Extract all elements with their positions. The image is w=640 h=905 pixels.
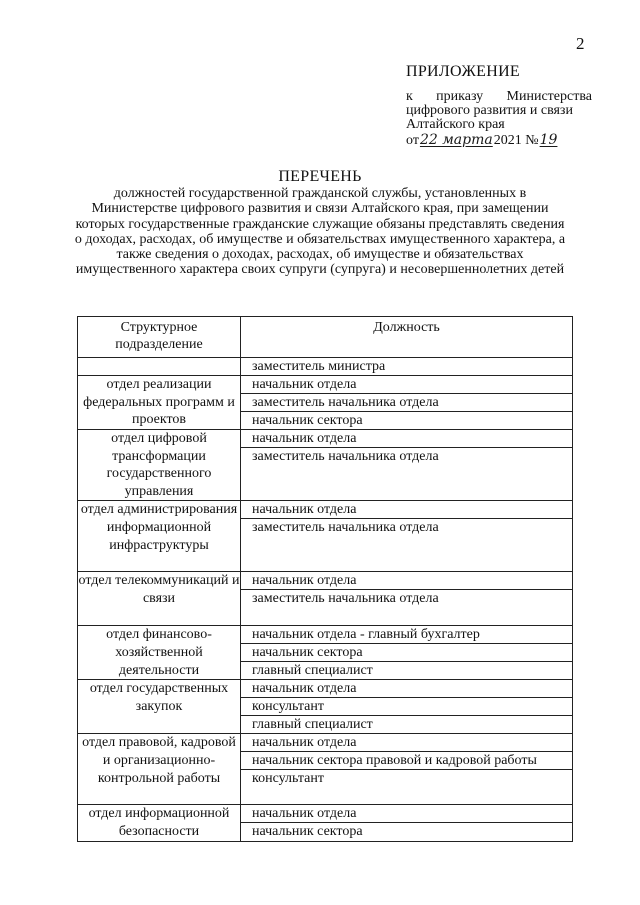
position-item: начальник отдела <box>241 734 572 752</box>
positions-cell <box>241 376 573 430</box>
positions-table <box>77 316 573 842</box>
appendix-ministry: Министерства <box>506 89 592 104</box>
appendix-line-3: Алтайского края <box>406 117 505 132</box>
unit-cell: отдел администрирования информационной инфраструктуры <box>78 501 241 572</box>
order-date-line <box>406 133 592 148</box>
unit-cell <box>78 358 241 376</box>
appendix-prefix: к <box>406 89 413 104</box>
handwritten-date: 22 марта <box>419 132 493 148</box>
table-row <box>78 501 573 572</box>
positions-cell <box>241 734 573 805</box>
header-unit: Структурное подразделение <box>78 317 241 358</box>
position-item: заместитель начальника отдела <box>252 520 439 536</box>
position-item: начальник сектора правовой и кадровой работы <box>241 752 572 770</box>
unit-cell: отдел правовой, кадровой и организационно-контрольной работы <box>78 734 241 805</box>
year-and-number-label: 2021 № <box>493 133 539 148</box>
position-item: начальник сектора <box>252 413 363 428</box>
position-item: главный специалист <box>252 717 373 733</box>
positions-cell <box>241 680 573 734</box>
appendix-title: ПРИЛОЖЕНИЕ <box>406 63 521 80</box>
table-row <box>78 805 573 841</box>
positions-cell <box>241 626 573 680</box>
position-item: консультант <box>241 698 572 716</box>
unit-cell: отдел информационной безопасности <box>78 805 241 841</box>
unit-cell: отдел телекоммуникаций и связи <box>78 572 241 626</box>
position-item: консультант <box>252 771 324 787</box>
positions-cell <box>241 358 573 376</box>
position-item: главный специалист <box>252 663 373 679</box>
appendix-line-1 <box>406 90 592 104</box>
position-item: начальник сектора <box>252 824 363 840</box>
position-item: начальник отдела <box>241 805 572 823</box>
position-item: заместитель министра <box>252 359 386 374</box>
position-item: начальник отдела <box>241 430 572 448</box>
document-subtitle: должностей государственной гражданской службы, установленных в Министерстве цифрового развития и связи Алтайского края, при замещении которых государственные гражданские служащие обязаны представлять сведения о доходах, расходах, об имуществе и обязательствах имущественного характера, а также сведения о доходах, расходах, об имуществе и обязательствах имущественного характера своих супруги (супруга) и несовершеннолетних детей <box>74 186 566 278</box>
table-row <box>78 572 573 626</box>
position-item: заместитель начальника отдела <box>252 449 439 464</box>
unit-cell: отдел реализации федеральных программ и проектов <box>78 376 241 430</box>
positions-cell <box>241 430 573 501</box>
table-row <box>78 734 573 805</box>
position-item: начальник отдела <box>241 376 572 394</box>
table-row <box>78 680 573 734</box>
position-item: начальник отдела <box>241 680 572 698</box>
table-header-row <box>78 317 573 358</box>
handwritten-number: 19 <box>539 132 558 148</box>
table-row <box>78 626 573 680</box>
positions-cell <box>241 501 573 572</box>
position-item: начальник сектора <box>241 644 572 662</box>
unit-cell: отдел финансово-хозяйственной деятельности <box>78 626 241 680</box>
page-number: 2 <box>576 34 585 53</box>
position-item: заместитель начальника отдела <box>241 394 572 412</box>
appendix-line-2: цифрового развития и связи <box>406 103 573 118</box>
position-item: начальник отдела <box>241 501 572 519</box>
table-row <box>78 358 573 376</box>
position-item: начальник отдела - главный бухгалтер <box>241 626 572 644</box>
table-row <box>78 430 573 501</box>
position-item: заместитель начальника отдела <box>252 591 439 607</box>
position-item: начальник отдела <box>241 572 572 590</box>
unit-cell: отдел цифровой трансформации государственного управления <box>78 430 241 501</box>
positions-cell <box>241 805 573 841</box>
date-prefix: от <box>406 133 419 148</box>
table-row <box>78 376 573 430</box>
appendix-order-word: приказу <box>436 89 484 104</box>
unit-cell: отдел государственных закупок <box>78 680 241 734</box>
header-position: Должность <box>241 317 573 358</box>
document-title: ПЕРЕЧЕНЬ <box>278 168 362 185</box>
positions-cell <box>241 572 573 626</box>
appendix-block <box>406 90 592 148</box>
